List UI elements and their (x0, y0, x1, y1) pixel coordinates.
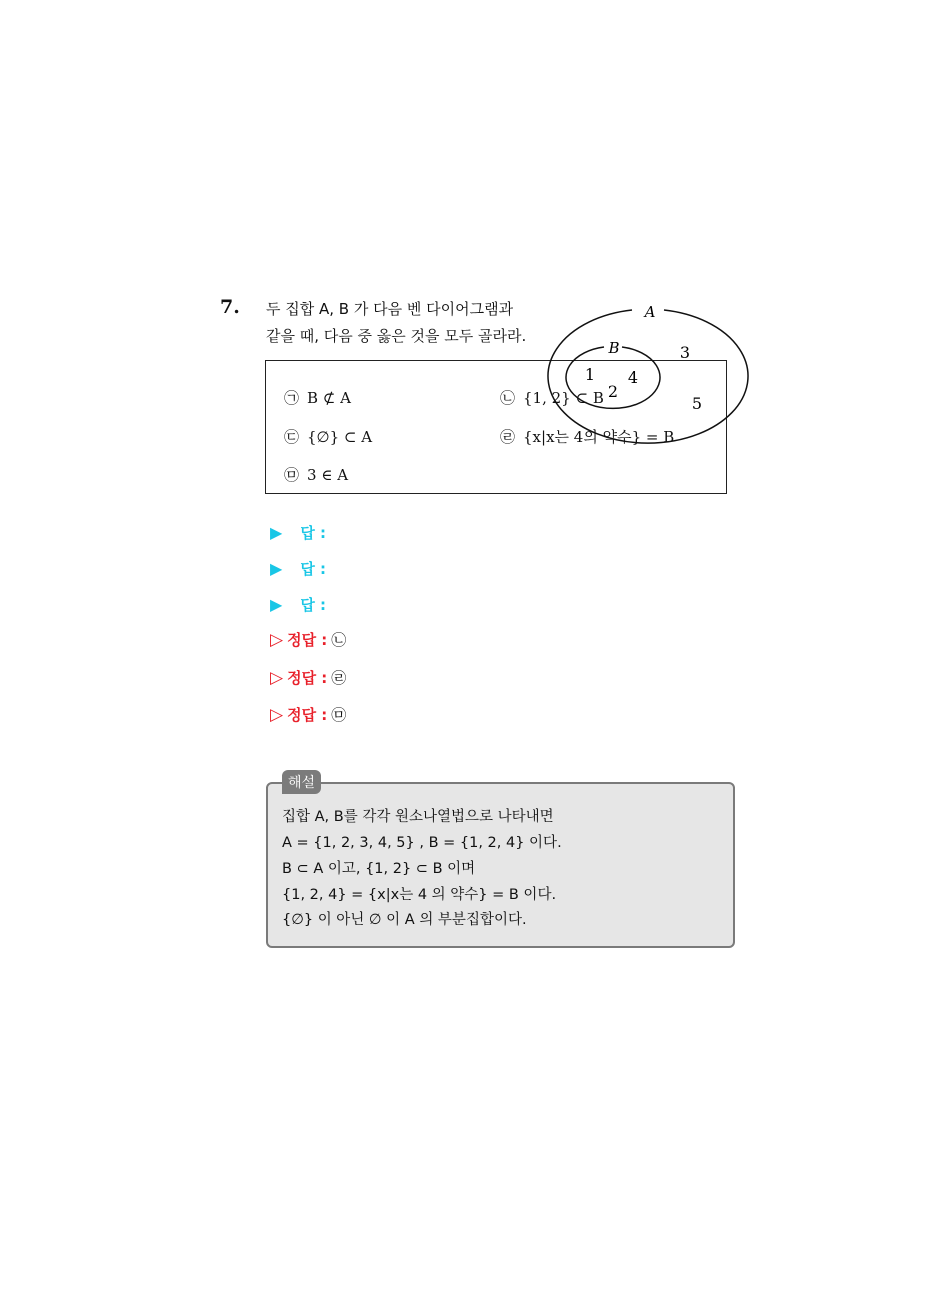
correct-answer-2 (270, 667, 346, 688)
question-number: 7. (220, 296, 240, 318)
option-4-text: {x|x는 4의 약수} = B (523, 428, 675, 446)
option-5-text: 3 ∈ A (307, 466, 349, 484)
solution-line-1: 집합 A, B를 각각 원소나열법으로 나타내면 (282, 809, 554, 825)
question-text-line-2: 같을 때, 다음 중 옳은 것을 모두 골라라. (266, 327, 527, 345)
play-triangle-icon: ▶ (270, 523, 283, 542)
question-text-line-1: 두 집합 A, B 가 다음 벤 다이어그램과 (266, 300, 514, 318)
play-triangle-icon: ▶ (270, 595, 283, 614)
element-2: 2 (607, 382, 619, 401)
option-1-marker: ㉠ (284, 389, 300, 407)
correct-answer-value: ㉣ (331, 669, 347, 687)
answer-label: 답 : (300, 560, 327, 578)
correct-answer-label: 정답 : (287, 706, 328, 724)
option-3-text: {∅} ⊂ A (307, 428, 373, 446)
solution-line-3: B ⊂ A 이고, {1, 2} ⊂ B 이며 (282, 861, 476, 877)
answer-label: 답 : (300, 524, 327, 542)
answer-field-3[interactable] (270, 594, 326, 615)
element-4: 4 (627, 368, 639, 387)
option-5-marker: ㉤ (284, 466, 300, 484)
element-3: 3 (679, 343, 691, 362)
solution-line-4: {1, 2, 4} = {x|x는 4 의 약수} = B 이다. (282, 887, 557, 903)
set-b-label: B (608, 339, 620, 357)
play-triangle-icon: ▶ (270, 559, 283, 578)
correct-answer-1 (270, 629, 346, 650)
option-3 (284, 426, 372, 447)
option-1 (284, 387, 351, 408)
correct-answer-label: 정답 : (287, 631, 328, 649)
correct-answer-3 (270, 704, 346, 725)
outline-triangle-icon: ▷ (270, 668, 284, 688)
outline-triangle-icon: ▷ (270, 705, 284, 725)
answer-field-2[interactable] (270, 558, 326, 579)
option-4-marker: ㉣ (500, 428, 516, 446)
answer-field-1[interactable] (270, 522, 326, 543)
solution-tag: 해설 (282, 770, 321, 794)
set-a-circle (548, 310, 748, 443)
option-1-text: B ⊄ A (307, 389, 351, 407)
outline-triangle-icon: ▷ (270, 630, 284, 650)
option-3-marker: ㉢ (284, 428, 300, 446)
option-5 (284, 464, 348, 485)
correct-answer-value: ㉤ (331, 706, 347, 724)
correct-answer-value: ㉡ (331, 631, 347, 649)
element-5: 5 (691, 394, 703, 413)
element-1: 1 (584, 365, 596, 384)
solution-line-5: {∅} 이 아닌 ∅ 이 A 의 부분집합이다. (282, 912, 527, 928)
option-2-text: {1, 2} ⊂ B (523, 389, 604, 407)
correct-answer-label: 정답 : (287, 669, 328, 687)
set-a-label: A (644, 303, 656, 321)
solution-line-2: A = {1, 2, 3, 4, 5} , B = {1, 2, 4} 이다. (282, 835, 562, 851)
answer-label: 답 : (300, 596, 327, 614)
option-2-marker: ㉡ (500, 389, 516, 407)
venn-diagram (540, 300, 755, 455)
